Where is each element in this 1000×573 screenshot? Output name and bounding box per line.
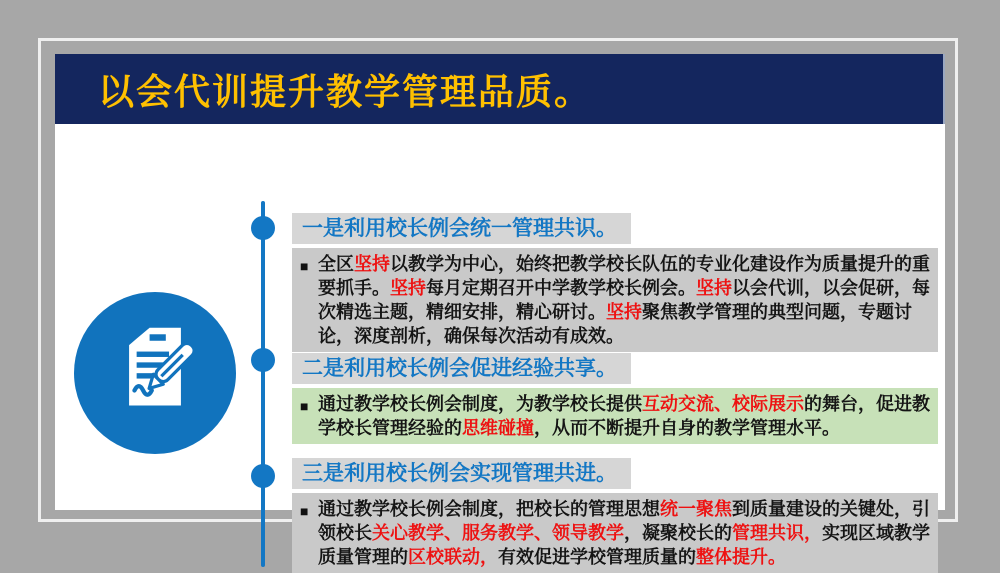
text-segment: 管理共识， [732, 523, 822, 543]
timeline-dot [251, 348, 275, 372]
text-segment: 区校联动， [408, 547, 498, 567]
bullet-icon: ■ [300, 503, 309, 519]
text-segment: 统一聚焦 [660, 499, 732, 519]
text-segment: 坚持 [354, 254, 390, 274]
text-segment: 坚持 [390, 278, 426, 298]
section-paragraph-3 [292, 493, 938, 573]
document-pen-icon [101, 317, 209, 430]
timeline-line [261, 201, 265, 567]
text-segment: 每月定期召开中学教学校长例会。 [426, 278, 696, 298]
text-segment: 有效促进学校管理质量的 [498, 547, 696, 567]
text-segment: 关心教学、服务教学、领导教学 [372, 523, 624, 543]
title-bar [55, 54, 945, 124]
text-segment: 互动交流、校际展示 [642, 394, 804, 414]
text-segment: 思维碰撞 [462, 418, 534, 438]
text-segment: 通过教学校长例会制度，为教学校长提供 [318, 394, 642, 414]
section-heading-2: 二是利用校长例会促进经验共享。 [292, 353, 631, 384]
text-segment: ，凝聚校长的 [624, 523, 732, 543]
text-segment: ，从而不断提升自身的教学管理水平。 [534, 418, 840, 438]
bullet-icon: ■ [300, 258, 309, 274]
section-paragraph-2 [292, 388, 938, 444]
slide [55, 54, 945, 567]
text-segment: 以教学为中心，始终把教学校长队伍的专业化建设作为质量提升的重要抓手。 [318, 254, 930, 298]
text-segment: 以会代训，以会促研，每次精选主题，精细安排，精心研讨。 [318, 278, 930, 322]
section-heading-3: 三是利用校长例会实现管理共进。 [292, 458, 631, 489]
text-segment: 坚持 [696, 278, 732, 298]
bullet-icon: ■ [300, 398, 309, 414]
text-segment: 的舞台，促进教学校长管理经验的 [318, 394, 930, 438]
text-segment: 整体提升。 [696, 547, 786, 567]
text-segment: 全区 [318, 254, 354, 274]
paragraph-text [318, 254, 930, 346]
text-segment: 通过教学校长例会制度，把校长的管理思想 [318, 499, 660, 519]
text-segment: 到质量建设的关键处，引领校长 [318, 499, 930, 543]
badge-circle [74, 292, 236, 454]
text-segment: 实现区域教学质量管理的 [318, 523, 930, 567]
slide-content [55, 124, 945, 567]
text-segment: 坚持 [606, 302, 642, 322]
text-segment: 聚焦教学管理的典型问题，专题讨论，深度剖析，确保每次活动有成效。 [318, 302, 912, 346]
paragraph-text [318, 499, 930, 567]
page-title: 以会代训提升教学管理品质。 [98, 70, 593, 112]
paragraph-text [318, 394, 930, 438]
section-paragraph-1 [292, 248, 938, 352]
timeline-dot [251, 216, 275, 240]
timeline-dot [251, 464, 275, 488]
section-heading-1: 一是利用校长例会统一管理共识。 [292, 213, 631, 244]
